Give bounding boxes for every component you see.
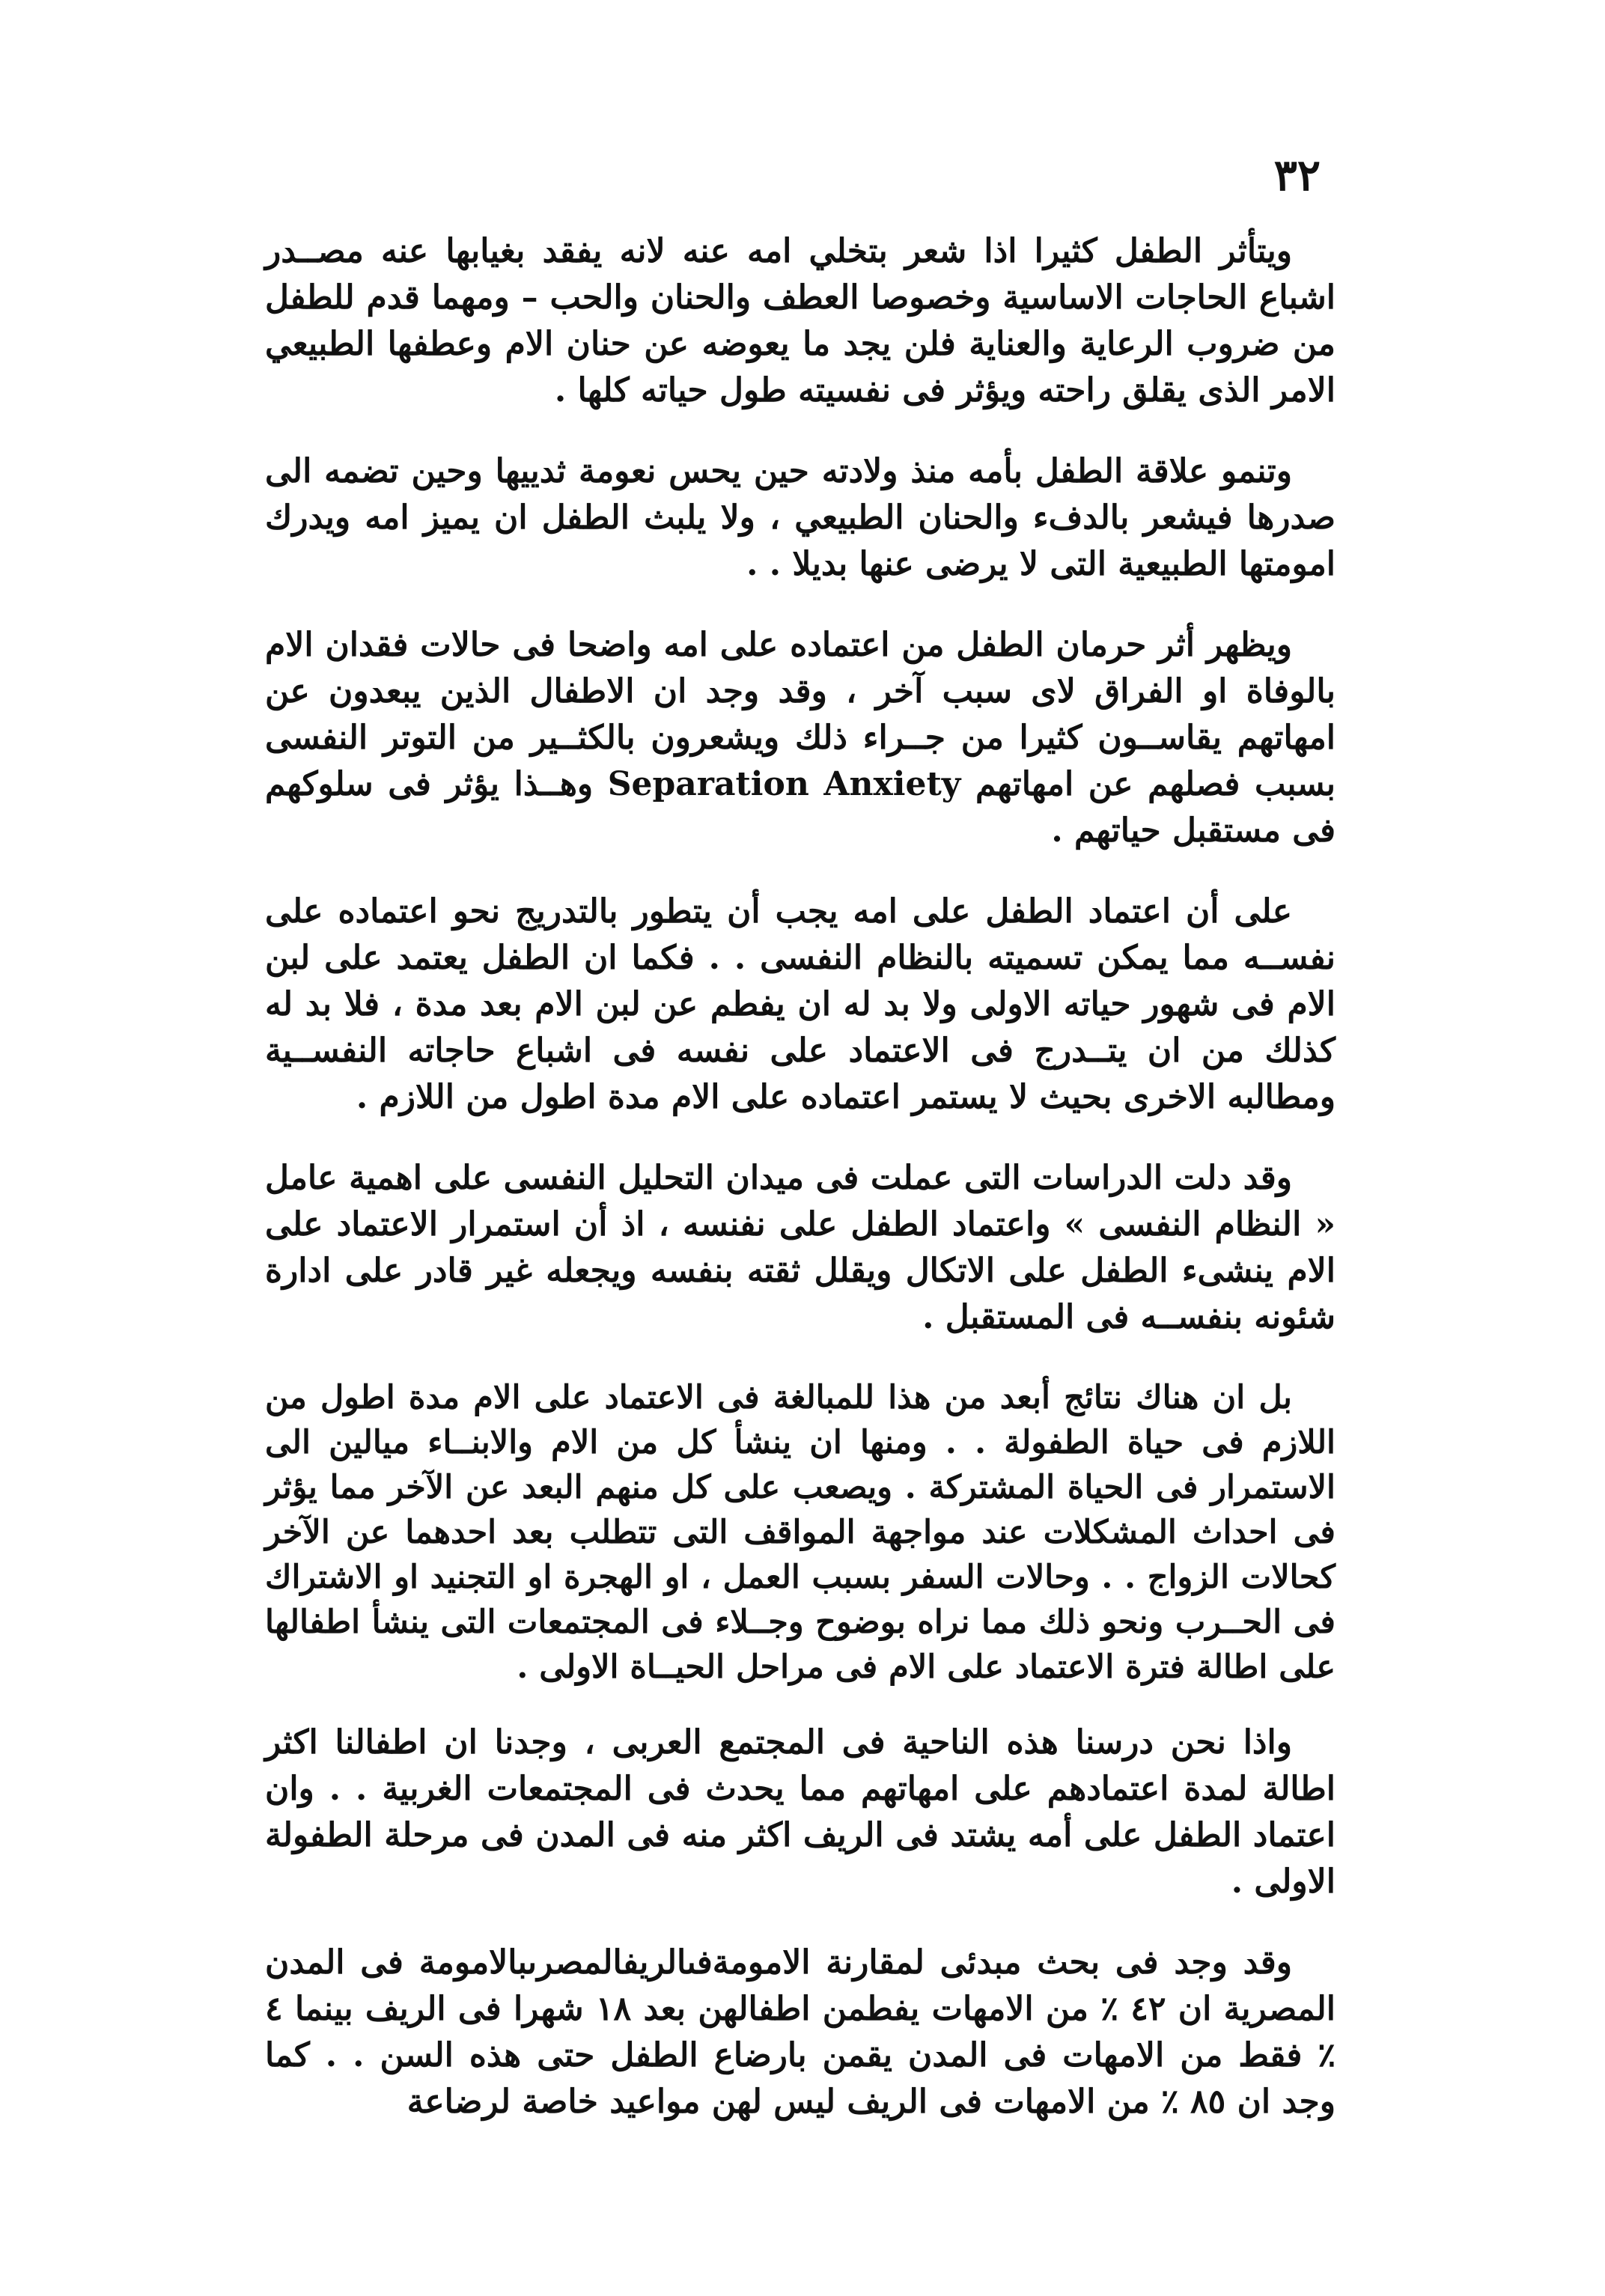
paragraph: على أن اعتماد الطفل على امه يجب أن يتطور بالتدريج نحو اعتماده على نفســه مما يمكن تسميته بالنظام النفسى . . فكما ان الطفل يعتمد على لبن الام فى شهور حياته الاولى ولا بد له ان يفطم عن لبن الام بعد مدة ، فلا بد له كذلك من ان يتــدرج فى الاعتماد على نفسه فى اشباع حاجاته النفســية ومطالبه الاخرى بحيث لا يستمر اعتماده على الام مدة اطول من اللازم . <box>265 892 1336 1116</box>
paragraph: ويظهر أثر حرمان الطفل من اعتماده على امه واضحا فى حالات فقدان الام بالوفاة او الفراق لاى سبب آخر ، وقد وجد ان الاطفال الذين يبعدون عن امهاتهم يقاســون كثيرا من جــراء ذلك ويشعرون بالكثــير من التوتر النفسى بسبب فصلهم عن امهاتهم Separation Anxiety وهــذا يؤثر فى سلوكهم فى مستقبل حياتهم . <box>265 626 1336 850</box>
body-text <box>265 228 1336 2125</box>
page-number: ٣٢ <box>1273 150 1321 201</box>
paragraph: وقد دلت الدراسات التى عملت فى ميدان التحليل النفسى على اهمية عامل « النظام النفسى » واعتماد الطفل على نفنسه ، اذ أن استمرار الاعتماد على الام ينشىء الطفل على الاتكال ويقلل ثقته بنفسه ويجعله غير قادر على ادارة شئونه بنفســه فى المستقبل . <box>265 1159 1336 1336</box>
paragraph: واذا نحن درسنا هذه الناحية فى المجتمع العربى ، وجدنا ان اطفالنا اكثر اطالة لمدة اعتمادهم على امهاتهم مما يحدث فى المجتمعات الغربية . . وان اعتماد الطفل على أمه يشتد فى الريف اكثر منه فى المدن فى مرحلة الطفولة الاولى . <box>265 1723 1336 1901</box>
paragraph: وقد وجد فى بحث مبدئى لمقارنة الامومةفىالريفالمصرىبالامومة فى المدن المصرية ان ٤٢ ٪ من الامهات يفطمن اطفالهن بعد ١٨ شهرا فى الريف بينما ٤ ٪ فقط من الامهات فى المدن يقمن بارضاع الطفل حتى هذه السن . . كما وجد ان ٨٥ ٪ من الامهات فى الريف ليس لهن مواعيد خاصة لرضاعة <box>265 1943 1336 2121</box>
paragraph: وتنمو علاقة الطفل بأمه منذ ولادته حين يحس نعومة ثدييها وحين تضمه الى صدرها فيشعر بالدفء والحنان الطبيعي ، ولا يلبث الطفل ان يميز امه ويدرك امومتها الطبيعية التى لا يرضى عنها بديلا . . <box>265 452 1336 583</box>
paragraph: بل ان هناك نتائج أبعد من هذا للمبالغة فى الاعتماد على الام مدة اطول من اللازم فى حياة الطفولة . . ومنها ان ينشأ كل من الام والابنــاء ميالين الى الاستمرار فى الحياة المشتركة . ويصعب على كل منهم البعد عن الآخر مما يؤثر فى احداث المشكلات عند مواجهة المواقف التى تتطلب بعد احدهما عن الآخر كحالات الزواج . . وحالات السفر بسبب العمل ، او الهجرة او التجنيد او الاشتراك فى الحــرب ونحو ذلك مما نراه بوضوح وجــلاء فى المجتمعات التى ينشأ اطفالها على اطالة فترة الاعتماد على الام فى مراحل الحيــاة الاولى . <box>265 1379 1336 1686</box>
paragraph: ويتأثر الطفل كثيرا اذا شعر بتخلي امه عنه لانه يفقد بغيابها عنه مصــدر اشباع الحاجات الاساسية وخصوصا العطف والحنان والحب – ومهما قدم للطفل من ضروب الرعاية والعناية فلن يجد ما يعوضه عن حنان الام وعطفها الطبيعي الامر الذى يقلق راحته ويؤثر فى نفسيته طول حياته كلها . <box>265 232 1336 409</box>
